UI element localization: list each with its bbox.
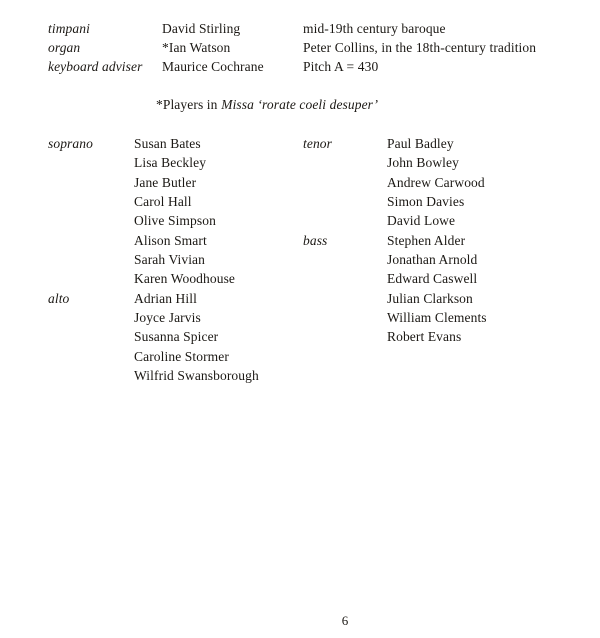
singer-name: Olive Simpson [134,213,216,229]
page-number: 6 [341,613,349,628]
singer-name: Caroline Stormer [134,348,229,364]
choir-row [0,327,600,346]
choir-row [0,366,600,385]
voice-label: tenor [303,136,332,151]
singer-name: Edward Caswell [387,271,478,287]
choir-row [0,347,600,366]
singer-name: Sarah Vivian [134,251,206,267]
choir-row [0,289,600,308]
players-note-prefix: *Players in [156,97,218,112]
instruments-section [0,19,600,77]
singer-name: Robert Evans [387,329,462,345]
choir-row [0,231,600,250]
choir-row [0,308,600,327]
singer-name: Alison Smart [134,232,207,248]
instrument-row [0,57,600,76]
voice-label: soprano [48,136,93,151]
instrument-label: organ [48,39,81,55]
instrument-row [0,19,600,38]
choir-row [0,134,600,153]
performer-name: Maurice Cochrane [162,59,264,75]
instrument-detail: Pitch A = 430 [303,59,379,75]
singer-name: Lisa Beckley [134,155,207,171]
performer-name: David Stirling [162,20,241,36]
singer-name: Karen Woodhouse [134,271,236,287]
instrument-label: timpani [48,20,90,36]
instrument-detail: Peter Collins, in the 18th-century tradition [303,39,537,55]
choir-row [0,269,600,288]
players-note [156,95,378,114]
singer-name: Paul Badley [387,136,454,151]
choir-row [0,153,600,172]
singer-name: William Clements [387,309,487,325]
voice-label: bass [303,232,328,248]
singer-name: Andrew Carwood [387,174,485,190]
singer-name: Adrian Hill [134,290,197,306]
choir-row [0,173,600,192]
choir-section [0,134,600,385]
instrument-detail: mid-19th century baroque [303,20,446,36]
choir-row [0,211,600,230]
instrument-label: keyboard adviser [48,59,143,75]
singer-name: Wilfrid Swansborough [134,367,259,383]
choir-row [0,192,600,211]
work-title: Missa ‘rorate coeli desuper’ [221,97,379,112]
singer-name: Julian Clarkson [387,290,473,306]
singer-name: Susanna Spicer [134,329,219,345]
singer-name: David Lowe [387,213,456,229]
singer-name: John Bowley [387,155,459,171]
choir-row [0,250,600,269]
singer-name: Jane Butler [134,174,197,190]
instrument-row [0,38,600,57]
voice-label: alto [48,290,70,306]
singer-name: Joyce Jarvis [134,309,201,325]
singer-name: Jonathan Arnold [387,251,478,267]
singer-name: Stephen Alder [387,232,466,248]
singer-name: Carol Hall [134,193,192,209]
singer-name: Susan Bates [134,136,201,151]
singer-name: Simon Davies [387,193,465,209]
performer-name: *Ian Watson [162,39,231,55]
